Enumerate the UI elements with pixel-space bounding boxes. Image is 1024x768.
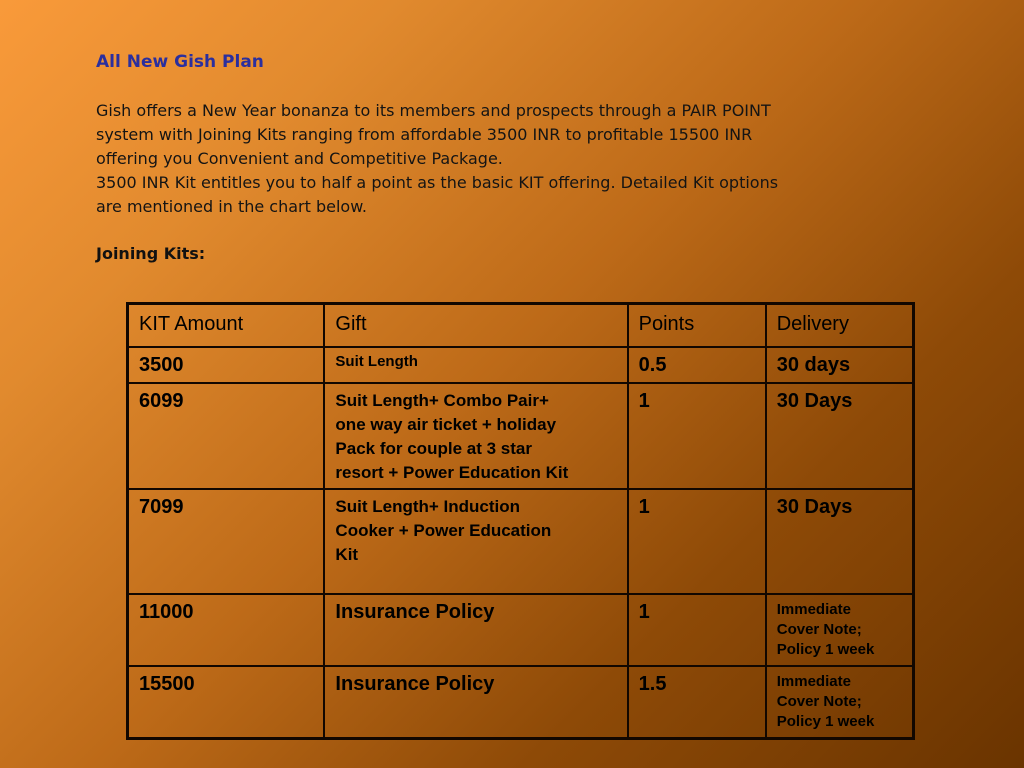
gift-cell [324,383,627,489]
delivery-cell [766,666,914,739]
gift-cell [324,666,627,739]
gift-text: Insurance Policy [335,673,495,695]
header-delivery: Delivery [766,304,914,348]
header-points: Points [628,304,766,348]
gift-text: Suit Length+ Induction Cooker + Power Education Kit [335,497,552,564]
joining-kits-table [126,302,915,740]
intro-line: Gish offers a New Year bonanza to its members and prospects through a PAIR POINT [96,101,771,120]
delivery-cell [766,594,914,666]
intro-line: are mentioned in the chart below. [96,197,367,216]
intro-line: offering you Convenient and Competitive Package. [96,149,503,168]
table-row [128,347,914,383]
intro-line: system with Joining Kits ranging from affordable 3500 INR to profitable 15500 INR [96,125,753,144]
kit-amount-cell: 3500 [128,347,325,383]
page-title: All New Gish Plan [96,52,264,72]
gift-text: Insurance Policy [335,601,495,623]
joining-kits-heading: Joining Kits: [96,244,206,263]
points-cell: 0.5 [628,347,766,383]
gift-cell [324,489,627,594]
gift-cell [324,594,627,666]
points-cell: 1.5 [628,666,766,739]
header-gift: Gift [324,304,627,348]
delivery-cell: 30 Days [766,489,914,594]
intro-line: 3500 INR Kit entitles you to half a point as the basic KIT offering. Detailed Kit options [96,173,779,192]
gift-cell [324,347,627,383]
points-cell: 1 [628,489,766,594]
delivery-cell: 30 Days [766,383,914,489]
kit-amount-cell: 11000 [128,594,325,666]
delivery-text: Immediate Cover Note; Policy 1 week [776,673,875,730]
table-row [128,666,914,739]
delivery-cell: 30 days [766,347,914,383]
table-row [128,489,914,594]
kit-amount-cell: 15500 [128,666,325,739]
kit-amount-cell: 6099 [128,383,325,489]
table-row [128,383,914,489]
points-cell: 1 [628,383,766,489]
table-header-row [128,304,914,348]
gift-text: Suit Length+ Combo Pair+ one way air ticket + holiday Pack for couple at 3 star resort + Power Education Kit [335,391,569,482]
gift-text: Suit Length [335,353,418,370]
delivery-text: Immediate Cover Note; Policy 1 week [776,601,875,658]
table-row [128,594,914,666]
kit-amount-cell: 7099 [128,489,325,594]
header-kit-amount: KIT Amount [128,304,325,348]
points-cell: 1 [628,594,766,666]
intro-paragraph [96,99,896,219]
